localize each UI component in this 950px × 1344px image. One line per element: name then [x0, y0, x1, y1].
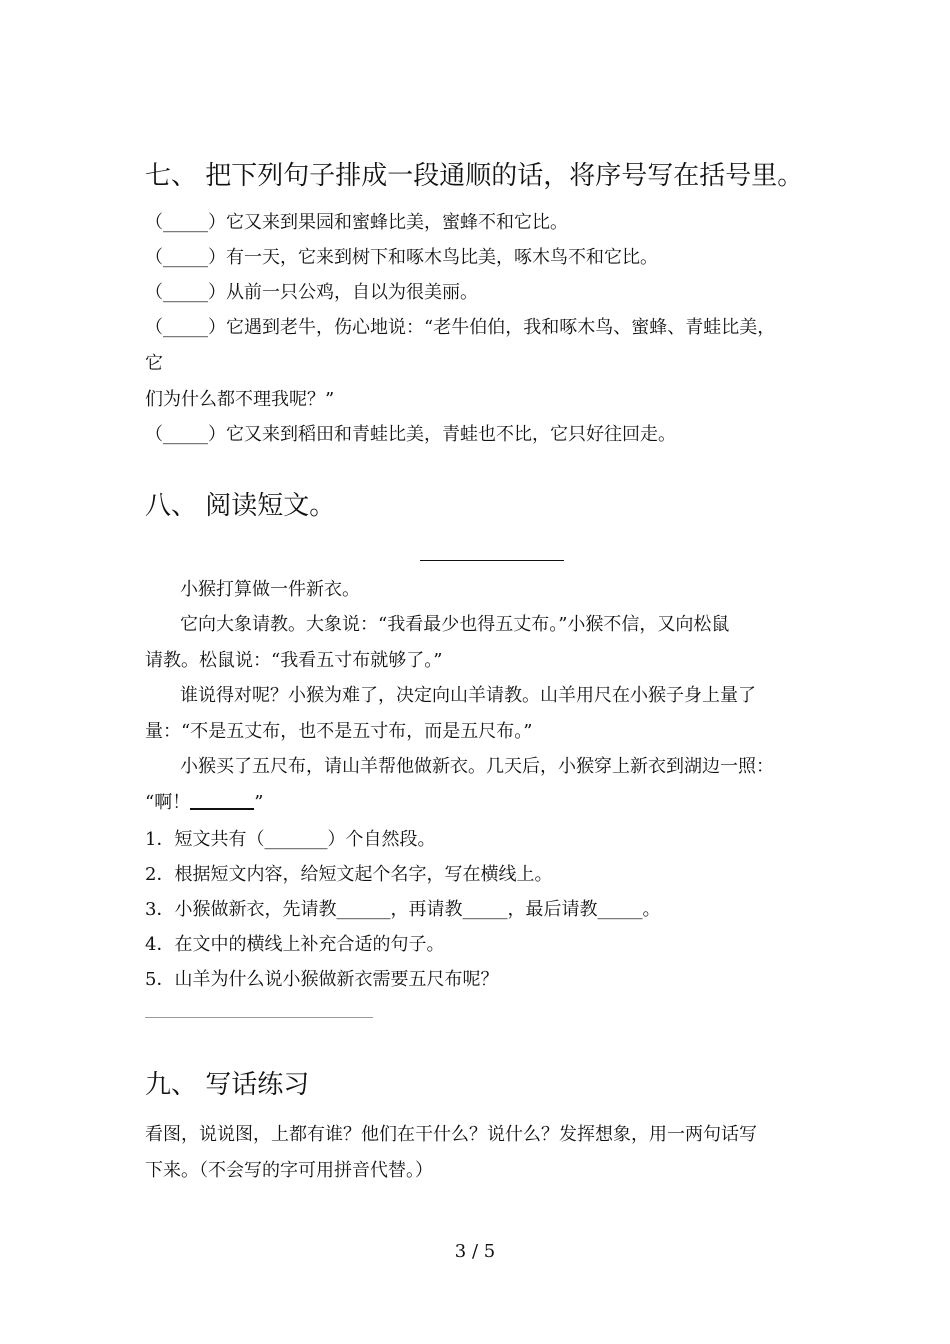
question-2: 2．根据短文内容，给短文起个名字，写在横线上。 [145, 864, 553, 885]
section-7-item-3: （_____）从前一只公鸡，自以为很美丽。 [145, 282, 478, 303]
fill-in-blank-line[interactable] [190, 790, 254, 810]
question-1: 1．短文共有（_______）个自然段。 [145, 829, 436, 850]
writing-prompt-line-2: 下来。（不会写的字可用拼音代替。） [145, 1160, 433, 1181]
section-9-title: 九、 写话练习 [145, 1070, 310, 1100]
passage-exclaim-line [145, 788, 263, 814]
question-5: 5．山羊为什么说小猴做新衣需要五尺布呢？ [145, 969, 499, 990]
section-7-item-4: （_____）它遇到老牛，伤心地说：“老牛伯伯，我和啄木鸟、蜜蜂、青蛙比美， [145, 317, 776, 338]
section-7-item-5: （_____）它又来到稻田和青蛙比美，青蛙也不比，它只好往回走。 [145, 424, 676, 445]
exclaim-open: “啊！ [145, 792, 191, 813]
section-7-item-1: （_____）它又来到果园和蜜蜂比美，蜜蜂不和它比。 [145, 212, 568, 233]
title-blank-line [420, 560, 564, 561]
passage-paragraph-2-cont: 请教。松鼠说：“我看五寸布就够了。” [145, 650, 443, 671]
passage-paragraph-2: 它向大象请教。大象说：“我看最少也得五丈布。”小猴不信，又向松鼠 [180, 614, 730, 635]
answer-line [145, 1017, 373, 1018]
section-7-item-2: （_____）有一天，它来到树下和啄木鸟比美，啄木鸟不和它比。 [145, 247, 658, 268]
question-4: 4．在文中的横线上补充合适的句子。 [145, 934, 445, 955]
passage-paragraph-3: 谁说得对呢？小猴为难了，决定向山羊请教。山羊用尺在小猴子身上量了 [180, 685, 756, 706]
section-7-item-4-wrap-a: 它 [145, 353, 163, 374]
passage-paragraph-1: 小猴打算做一件新衣。 [180, 579, 360, 600]
section-8-title: 八、 阅读短文。 [145, 491, 336, 521]
exclaim-close: ” [254, 792, 264, 813]
passage-paragraph-4: 小猴买了五尺布，请山羊帮他做新衣。几天后，小猴穿上新衣到湖边一照： [180, 756, 774, 777]
question-3: 3．小猴做新衣，先请教______，再请教_____，最后请教_____。 [145, 899, 661, 920]
section-7-title: 七、 把下列句子排成一段通顺的话，将序号写在括号里。 [145, 161, 804, 191]
writing-prompt-line-1: 看图，说说图，上都有谁？他们在干什么？说什么？发挥想象，用一两句话写 [145, 1124, 757, 1145]
page-number: 3 / 5 [454, 1241, 496, 1262]
passage-paragraph-3-cont: 量：“不是五丈布，也不是五寸布，而是五尺布。” [145, 721, 533, 742]
section-7-item-4-wrap-b: 们为什么都不理我呢？” [145, 389, 335, 410]
